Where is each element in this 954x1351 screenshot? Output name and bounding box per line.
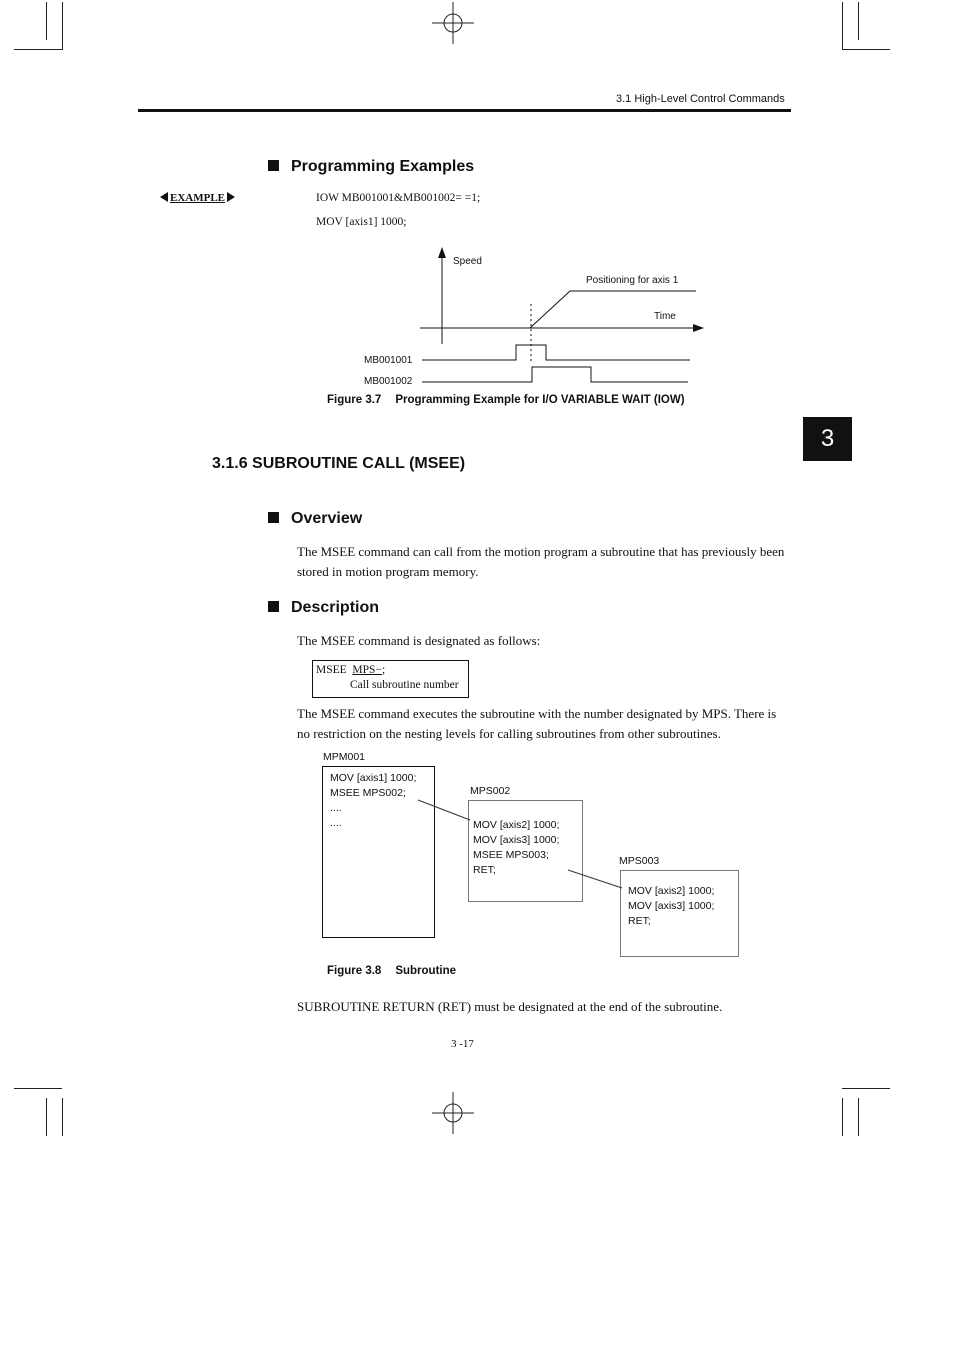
code-line: MOV [axis1] 1000; [330,772,417,784]
code-line: RET; [628,915,651,927]
bullet-square-icon [268,160,279,171]
figure-3-8-caption [327,965,456,977]
time-axis-label: Time [654,311,676,322]
figure-3-7-number: Figure 3.7 [327,394,382,406]
figure-3-7-title: Programming Example for I/O VARIABLE WAIT (IOW) [395,394,685,406]
registration-mark [432,2,474,44]
time-axis-arrow-icon [693,324,704,332]
syntax-terminator: ; [381,664,386,676]
code-line: MOV [axis3] 1000; [628,900,715,912]
speed-axis-arrow-icon [438,247,446,258]
code-line: MOV [axis2] 1000; [628,885,715,897]
crop-mark [62,2,63,50]
programming-examples-heading [268,158,474,176]
mpm001-title: MPM001 [323,751,366,763]
description-heading [268,599,379,617]
figure-3-8-title: Subroutine [395,965,457,977]
crop-mark [46,1098,47,1136]
running-head: 3.1 High-Level Control Commands [616,93,785,105]
signal-1-label: MB001001 [364,355,413,366]
code-line: MOV [axis3] 1000; [473,834,560,846]
crop-mark [858,1098,859,1136]
mps003-box [620,870,739,957]
crop-mark [842,1098,843,1136]
overview-paragraph: The MSEE command can call from the motion program a subroutine that has previously been stored in motion program memory. [297,544,785,579]
crop-mark [858,2,859,40]
description-intro: The MSEE command is designated as follows: [297,633,541,648]
bullet-square-icon [268,601,279,612]
crop-mark [14,49,62,50]
code-line: .... [330,817,342,829]
crop-mark [842,2,843,50]
mb001001-signal [422,345,690,360]
registration-mark [432,1092,474,1134]
page-number: 3 -17 [451,1038,474,1050]
mps002-title: MPS002 [470,785,511,797]
triangle-right-icon [227,192,235,202]
closing-paragraph: SUBROUTINE RETURN (RET) must be designated at the end of the subroutine. [297,999,723,1014]
crop-mark [14,1088,62,1089]
section-title: 3.1.6 SUBROUTINE CALL (MSEE) [212,455,466,472]
example-badge-label: EXAMPLE [170,192,225,204]
crop-mark [62,1098,63,1136]
header-rule [138,109,791,112]
crop-mark [842,49,890,50]
crop-mark [842,1088,890,1089]
figure-3-7-caption [327,394,685,406]
mpm001-box [322,766,435,938]
description-heading-text: Description [291,599,380,616]
syntax-argument: MPS− [352,664,382,676]
overview-heading-text: Overview [291,510,363,527]
syntax-note: Call subroutine number [350,679,459,691]
axis1-speed-curve [530,291,696,328]
code-line: MSEE MPS003; [473,849,549,861]
description-paragraph: The MSEE command executes the subroutine with the number designated by MPS. There is no restriction on the nesting levels for calling subroutines from other subroutines. [297,706,777,741]
triangle-left-icon [160,192,168,202]
signal-2-label: MB001002 [364,376,413,387]
mps002-box [468,800,583,902]
mps003-title: MPS003 [619,855,660,867]
crop-mark [46,2,47,40]
mb001002-signal [422,367,688,382]
speed-axis-label: Speed [453,256,482,267]
chapter-tab: 3 [803,417,852,461]
figure-3-8-number: Figure 3.8 [327,965,382,977]
code-line: .... [330,802,342,814]
iow-timing-diagram [360,244,710,390]
code-line: RET; [473,864,496,876]
code-line: MSEE MPS002; [330,787,406,799]
code-line: MOV [axis2] 1000; [473,819,560,831]
programming-examples-heading-text: Programming Examples [291,158,475,175]
example-badge [160,192,235,204]
syntax-command: MSEE [316,664,347,676]
overview-heading [268,510,362,528]
example-code-line-2: MOV [axis1] 1000; [316,216,407,228]
curve-label: Positioning for axis 1 [586,275,679,286]
example-code-line-1: IOW MB001001&MB001002= =1; [316,192,481,204]
msee-syntax-box [312,660,469,698]
bullet-square-icon [268,512,279,523]
